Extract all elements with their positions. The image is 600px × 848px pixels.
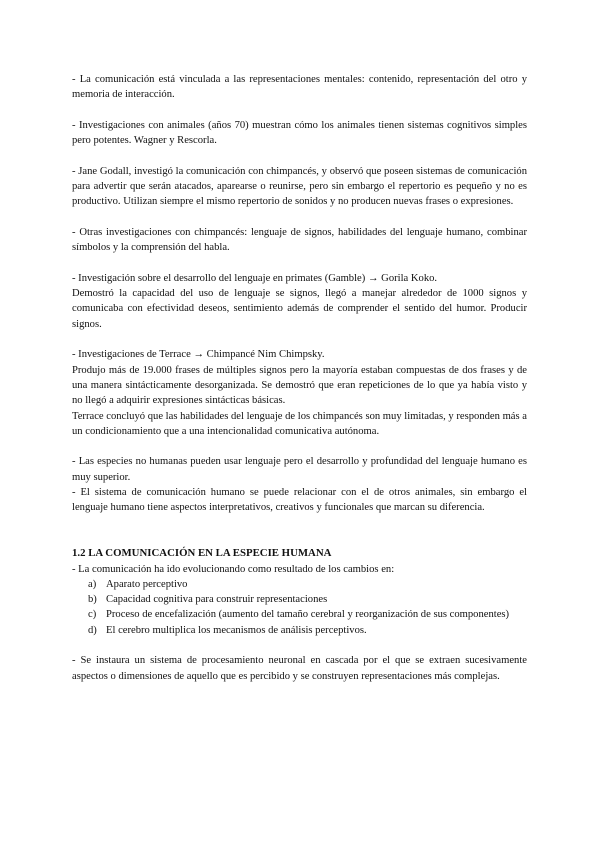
list-item-label: d): [88, 624, 97, 636]
list-item-text: Proceso de encefalización (aumento del tamaño cerebral y reorganización de sus componentes): [106, 609, 510, 621]
section-intro: - La comunicación ha ido evolucionando como resultado de los cambios en:: [72, 563, 395, 575]
list-item-text: Aparato perceptivo: [106, 578, 188, 590]
paragraph-koko-results: Demostró la capacidad del uso de lenguaje se signos, llegó a manejar alrededor de 1000 signos y comunicaba con efectividad deseos, sentimiento además de comprender el sentido del humor. Producir signos.: [72, 288, 527, 330]
paragraph-chimpanzee-research: - Otras investigaciones con chimpancés: lenguaje de signos, habilidades del lenguaje humano, combinar símbolos y la comprensión del habla.: [72, 226, 527, 254]
list-item: [72, 623, 527, 638]
paragraph-neural-processing: - Se instaura un sistema de procesamiento neuronal en cascada por el que se extraen sucesivamente aspectos o dimensiones de aquello que es percibido y se construyen representaciones más complejas.: [72, 655, 527, 682]
paragraph-communication-representations: - La comunicación está vinculada a las representaciones mentales: contenido, representación del otro y memoria de interacción.: [72, 74, 527, 101]
paragraph-animal-research: - Investigaciones con animales (años 70) muestran cómo los animales tienen sistemas cognitivos simples pero potentes. Wagner y Rescorla.: [72, 119, 527, 147]
document-body: [72, 72, 527, 684]
list-item-text: El cerebro multiplica los mecanismos de análisis perceptivos.: [106, 624, 367, 636]
list-item: [72, 607, 527, 622]
list-item-text: Capacidad cognitiva para construir representaciones: [106, 594, 328, 606]
paragraph-non-human-species: - Las especies no humanas pueden usar lenguaje pero el desarrollo y profundidad del lenguaje humano es muy superior.: [72, 456, 527, 483]
paragraph-terrace-research: - Investigaciones de Terrace → Chimpancé Nim Chimpsky.: [72, 349, 325, 361]
section-heading: 1.2 LA COMUNICACIÓN EN LA ESPECIE HUMANA: [72, 547, 332, 560]
paragraph-human-communication: - El sistema de comunicación humano se puede relacionar con el de otros animales, sin embargo el lenguaje humano tiene aspectos interpretativos, creativos y funcionales que marcan su diferencia.: [72, 487, 527, 514]
evolution-factors-list: [72, 577, 527, 638]
list-item-label: a): [88, 578, 97, 590]
paragraph-nim-results: Produjo más de 19.000 frases de múltiples signos pero la mayoría estaban compuestas de dos frases y de una manera sintácticamente desorganizada. Se demostró que eran repeticiones de lo que ya había visto y no llegó a adquirir expresiones sintácticas básicas.: [72, 364, 527, 407]
paragraph-jane-godall: - Jane Godall, investigó la comunicación con chimpancés, y observó que poseen sistemas de comunicación para advertir que serán atacados, aparearse o reunirse, pero sin embargo el repertorio es pequeño y no es productivo. Utilizan siempre el mismo repertorio de sonidos y no producen nuevas frases o expresiones.: [72, 165, 527, 208]
list-item: [72, 592, 527, 607]
paragraph-terrace-conclusion: Terrace concluyó que las habilidades del lenguaje de los chimpancés son muy limitadas, y responden más a un condicionamiento que a una intencionalidad comunicativa autónoma.: [72, 410, 527, 437]
list-item-label: b): [88, 594, 97, 606]
list-item-label: c): [88, 609, 97, 621]
paragraph-gamble-research: - Investigación sobre el desarrollo del lenguaje en primates (Gamble) → Gorila Koko.: [72, 272, 438, 284]
list-item: [72, 577, 527, 592]
